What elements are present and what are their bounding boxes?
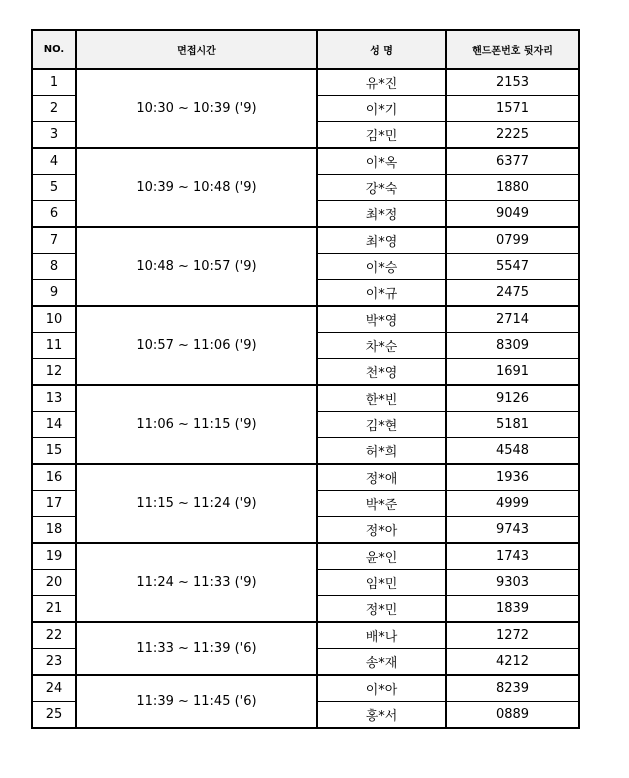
applicant-name: 이*아 (317, 675, 446, 702)
interview-time-slot: 11:39 ~ 11:45 ('6) (76, 675, 317, 728)
phone-last-digits: 9303 (446, 570, 579, 596)
row-number: 24 (32, 675, 76, 702)
row-number: 11 (32, 333, 76, 359)
interview-time-slot: 11:24 ~ 11:33 ('9) (76, 543, 317, 622)
phone-last-digits: 2225 (446, 122, 579, 149)
applicant-name: 한*빈 (317, 385, 446, 412)
phone-last-digits: 9126 (446, 385, 579, 412)
phone-last-digits: 1880 (446, 175, 579, 201)
interview-time-slot: 11:06 ~ 11:15 ('9) (76, 385, 317, 464)
header-no: NO. (32, 30, 76, 69)
table-row (32, 385, 579, 412)
applicant-name: 박*영 (317, 306, 446, 333)
table-row (32, 464, 579, 491)
phone-last-digits: 4548 (446, 438, 579, 465)
phone-last-digits: 6377 (446, 148, 579, 175)
applicant-name: 정*애 (317, 464, 446, 491)
applicant-name: 이*기 (317, 96, 446, 122)
row-number: 10 (32, 306, 76, 333)
row-number: 13 (32, 385, 76, 412)
interview-time-slot: 10:48 ~ 10:57 ('9) (76, 227, 317, 306)
applicant-name: 임*민 (317, 570, 446, 596)
applicant-name: 최*영 (317, 227, 446, 254)
phone-last-digits: 9049 (446, 201, 579, 228)
row-number: 21 (32, 596, 76, 623)
phone-last-digits: 1571 (446, 96, 579, 122)
interview-time-slot: 10:57 ~ 11:06 ('9) (76, 306, 317, 385)
table-row (32, 675, 579, 702)
row-number: 18 (32, 517, 76, 544)
phone-last-digits: 9743 (446, 517, 579, 544)
applicant-name: 김*현 (317, 412, 446, 438)
phone-last-digits: 1272 (446, 622, 579, 649)
table-row (32, 227, 579, 254)
applicant-name: 정*민 (317, 596, 446, 623)
interview-time-slot: 11:33 ~ 11:39 ('6) (76, 622, 317, 675)
phone-last-digits: 8309 (446, 333, 579, 359)
applicant-name: 차*순 (317, 333, 446, 359)
applicant-name: 천*영 (317, 359, 446, 386)
row-number: 6 (32, 201, 76, 228)
table-row (32, 622, 579, 649)
row-number: 3 (32, 122, 76, 149)
row-number: 12 (32, 359, 76, 386)
phone-last-digits: 2714 (446, 306, 579, 333)
table-row (32, 306, 579, 333)
phone-last-digits: 4999 (446, 491, 579, 517)
table-body (32, 69, 579, 728)
interview-time-slot: 10:30 ~ 10:39 ('9) (76, 69, 317, 148)
applicant-name: 강*숙 (317, 175, 446, 201)
header-phone-last-digits: 핸드폰번호 뒷자리 (446, 30, 579, 69)
phone-last-digits: 0799 (446, 227, 579, 254)
row-number: 1 (32, 69, 76, 96)
row-number: 8 (32, 254, 76, 280)
phone-last-digits: 1839 (446, 596, 579, 623)
row-number: 20 (32, 570, 76, 596)
applicant-name: 이*승 (317, 254, 446, 280)
row-number: 17 (32, 491, 76, 517)
phone-last-digits: 8239 (446, 675, 579, 702)
row-number: 25 (32, 702, 76, 729)
phone-last-digits: 5181 (446, 412, 579, 438)
interview-schedule-table (31, 29, 580, 729)
phone-last-digits: 0889 (446, 702, 579, 729)
row-number: 4 (32, 148, 76, 175)
row-number: 14 (32, 412, 76, 438)
applicant-name: 유*진 (317, 69, 446, 96)
table-row (32, 148, 579, 175)
applicant-name: 윤*인 (317, 543, 446, 570)
phone-last-digits: 2475 (446, 280, 579, 307)
row-number: 7 (32, 227, 76, 254)
row-number: 22 (32, 622, 76, 649)
header-row (32, 30, 579, 69)
table-row (32, 543, 579, 570)
applicant-name: 이*옥 (317, 148, 446, 175)
phone-last-digits: 4212 (446, 649, 579, 676)
applicant-name: 송*재 (317, 649, 446, 676)
applicant-name: 김*민 (317, 122, 446, 149)
applicant-name: 배*나 (317, 622, 446, 649)
row-number: 16 (32, 464, 76, 491)
row-number: 5 (32, 175, 76, 201)
phone-last-digits: 2153 (446, 69, 579, 96)
row-number: 15 (32, 438, 76, 465)
row-number: 19 (32, 543, 76, 570)
phone-last-digits: 1936 (446, 464, 579, 491)
row-number: 23 (32, 649, 76, 676)
interview-time-slot: 10:39 ~ 10:48 ('9) (76, 148, 317, 227)
header-name: 성 명 (317, 30, 446, 69)
phone-last-digits: 5547 (446, 254, 579, 280)
header-interview-time: 면접시간 (76, 30, 317, 69)
applicant-name: 허*희 (317, 438, 446, 465)
applicant-name: 박*준 (317, 491, 446, 517)
interview-time-slot: 11:15 ~ 11:24 ('9) (76, 464, 317, 543)
row-number: 2 (32, 96, 76, 122)
phone-last-digits: 1743 (446, 543, 579, 570)
applicant-name: 이*규 (317, 280, 446, 307)
applicant-name: 정*아 (317, 517, 446, 544)
applicant-name: 최*정 (317, 201, 446, 228)
phone-last-digits: 1691 (446, 359, 579, 386)
applicant-name: 홍*서 (317, 702, 446, 729)
row-number: 9 (32, 280, 76, 307)
table-row (32, 69, 579, 96)
